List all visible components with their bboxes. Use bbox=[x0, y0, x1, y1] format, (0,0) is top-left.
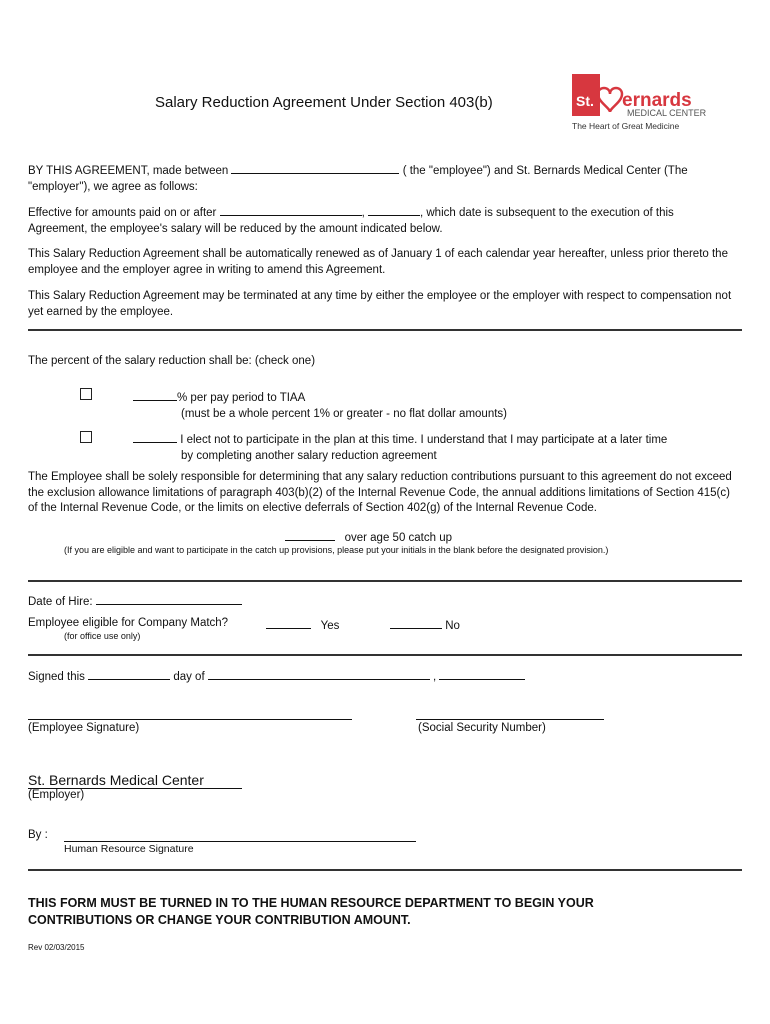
revision-date: Rev 02/03/2015 bbox=[28, 943, 85, 952]
logo-tagline: The Heart of Great Medicine bbox=[572, 121, 680, 131]
hr-signature-line[interactable] bbox=[64, 841, 416, 842]
page-title: Salary Reduction Agreement Under Section 403(b) bbox=[155, 94, 493, 111]
effective-date-field[interactable] bbox=[220, 204, 362, 216]
catchup-initials-field[interactable] bbox=[285, 529, 335, 541]
responsibility-paragraph: The Employee shall be solely responsible for determining that any salary reduction contributions pursuant to this agreement do not exceed the exclusion allowance limitations of paragraph 403(b)(2) of the Internal Revenue Code, the annual additions limitations of Section 415(c) of the Internal Revenue Code, or the limits on elective deferrals of Section 402(g) of the Internal Revenue Code. bbox=[28, 471, 732, 514]
intro-paragraph-2: Effective for amounts paid on or after , , which date is subsequent to the execution of this Agreement, the employee's salary will be reduced by the amount indicated below. bbox=[28, 204, 748, 237]
option-tiaa: % per pay period to TIAA (must be a whole percent 1% or greater - no flat dollar amounts) bbox=[133, 389, 507, 422]
heart-logo-icon bbox=[592, 84, 626, 114]
employee-signature-line[interactable] bbox=[28, 719, 352, 720]
option-decline: I elect not to participate in the plan at this time. I understand that I may participate at a later time by completing another salary reduction agreement bbox=[133, 431, 667, 464]
effective-year-field[interactable] bbox=[368, 204, 420, 216]
employer-label: (Employer) bbox=[28, 789, 85, 801]
by-label: By : bbox=[28, 829, 48, 841]
signed-month-field[interactable] bbox=[208, 668, 430, 680]
divider-3 bbox=[28, 654, 742, 656]
tiaa-percent-field[interactable] bbox=[133, 389, 177, 401]
date-of-hire-field[interactable] bbox=[96, 595, 242, 605]
employee-name-field[interactable] bbox=[231, 162, 399, 174]
logo-st: St. bbox=[576, 93, 594, 109]
divider-4 bbox=[28, 869, 742, 871]
catchup-note: (If you are eligible and want to participate in the catch up provisions, please put your initials in the blank before the designated provision.) bbox=[64, 545, 609, 555]
intro-paragraph-3: This Salary Reduction Agreement shall be automatically renewed as of January 1 of each calendar year hereafter, unless prior thereto the employee and the employer agree in writing to amend this Agreement. bbox=[28, 248, 728, 276]
option-tiaa-checkbox[interactable] bbox=[80, 388, 92, 400]
reduction-prompt: The percent of the salary reduction shall be: (check one) bbox=[28, 355, 316, 367]
decline-initials-field[interactable] bbox=[133, 431, 177, 443]
match-label: Employee eligible for Company Match? bbox=[28, 617, 229, 629]
signed-day-field[interactable] bbox=[88, 668, 170, 680]
match-yes-field[interactable] bbox=[266, 617, 311, 629]
intro-paragraph-4: This Salary Reduction Agreement may be terminated at any time by either the employee or the employer with respect to compensation not yet earned by the employee. bbox=[28, 290, 732, 318]
ssn-line[interactable] bbox=[416, 719, 604, 720]
notice: THIS FORM MUST BE TURNED IN TO THE HUMAN RESOURCE DEPARTMENT TO BEGIN YOUR CONTRIBUTIONS OR CHANGE YOUR CONTRIBUTION AMOUNT. bbox=[28, 896, 594, 927]
match-no-field[interactable] bbox=[390, 617, 442, 629]
logo-name: ernards bbox=[622, 90, 692, 111]
option-decline-checkbox[interactable] bbox=[80, 431, 92, 443]
divider-2 bbox=[28, 580, 742, 582]
divider-1 bbox=[28, 329, 742, 331]
match-no: No bbox=[390, 617, 460, 632]
employer-name: St. Bernards Medical Center bbox=[28, 772, 204, 788]
match-yes: Yes bbox=[266, 617, 339, 632]
logo-subtitle: MEDICAL CENTER bbox=[627, 108, 707, 118]
ssn-label: (Social Security Number) bbox=[418, 722, 546, 734]
employee-signature-label: (Employee Signature) bbox=[28, 722, 140, 734]
intro-paragraph-1: BY THIS AGREEMENT, made between ( the "employee") and St. Bernards Medical Center (The "employer"), we agree as follows: bbox=[28, 162, 748, 195]
catchup-line: over age 50 catch up bbox=[285, 529, 452, 544]
signed-year-field[interactable] bbox=[439, 668, 525, 680]
date-of-hire: Date of Hire: bbox=[28, 595, 242, 608]
hr-signature-label: Human Resource Signature bbox=[64, 843, 194, 855]
match-note: (for office use only) bbox=[64, 631, 141, 641]
signed-line: Signed this day of , bbox=[28, 668, 525, 683]
